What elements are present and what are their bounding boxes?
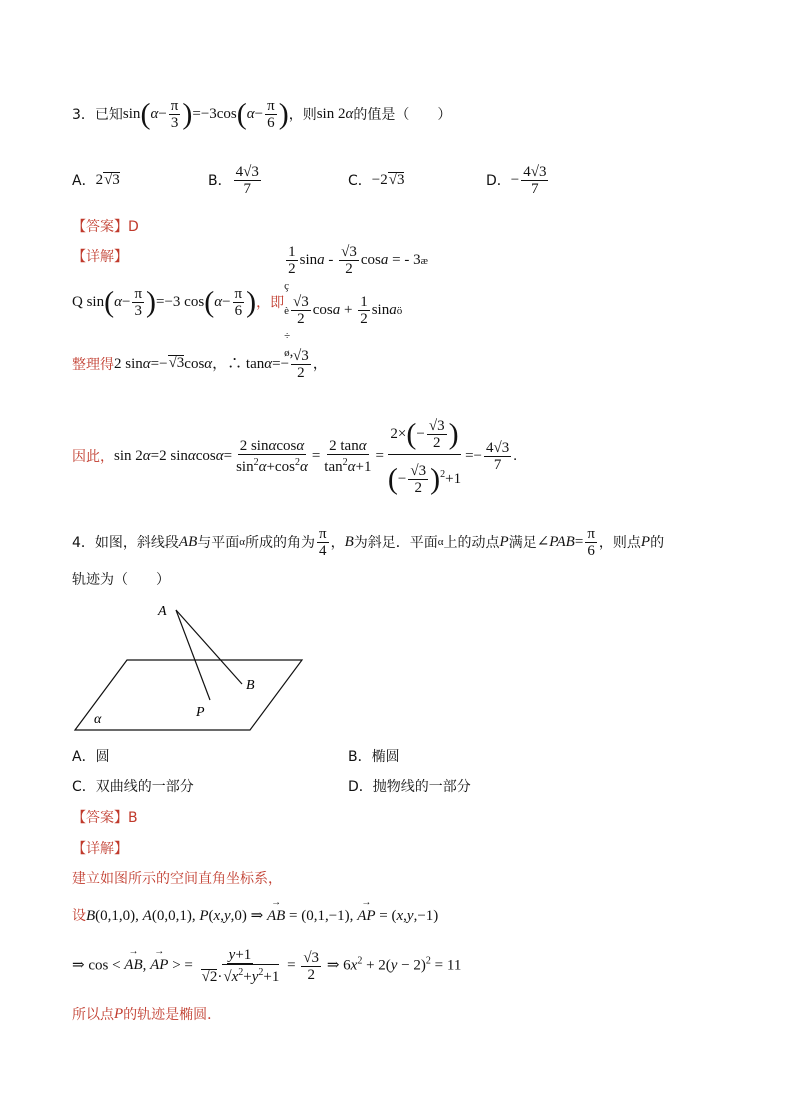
- q4-segment-ab: AB: [178, 533, 198, 550]
- q4-answer-line: [72, 807, 138, 827]
- q3-answer-value: D: [128, 219, 139, 235]
- q4-stem-i: 的: [650, 535, 665, 551]
- q4-option-d-label: D．: [348, 779, 373, 795]
- q4-sol4-b: 的轨迹是椭圆．: [123, 1007, 222, 1023]
- q4-point-p: P: [499, 533, 509, 550]
- q4-stem-c: 所成的角为: [245, 535, 316, 551]
- q3-option-c[interactable]: [348, 160, 404, 200]
- q3-stem: [72, 94, 451, 134]
- q4-option-c[interactable]: [72, 776, 194, 796]
- q3-option-d-label: D．: [486, 173, 511, 189]
- q3-step2: [72, 344, 328, 384]
- q3-target-expression: sin 2α: [316, 105, 354, 122]
- q4-stem-d: ，: [330, 535, 345, 551]
- q4-answer-tag: 【答案】: [72, 810, 128, 826]
- q4-point-p-2: P: [640, 533, 651, 550]
- q3-option-d[interactable]: [486, 160, 550, 200]
- q3-step3: [72, 408, 517, 504]
- q4-sol4-point-p: P: [114, 1005, 124, 1022]
- label-a: A: [158, 604, 167, 619]
- q3-step2-equation: 2 sinα=−√3cosα，∴ tanα=− $\frac{√3}{2}$ ，: [114, 347, 328, 381]
- q4-option-a[interactable]: [72, 746, 110, 766]
- q4-stem-e: 为斜足．平面: [353, 535, 438, 551]
- q4-solution-line1: 建立如图所示的空间直角坐标系，: [72, 871, 282, 887]
- q3-answer-line: [72, 216, 139, 236]
- q4-option-b-text: 椭圆: [371, 749, 400, 765]
- q4-option-d-text: 抛物线的一部分: [372, 779, 471, 795]
- q3-option-c-value: −2√3: [371, 171, 405, 188]
- q4-stem-line1: [72, 522, 664, 562]
- q4-stem-g: 满足: [508, 535, 537, 551]
- q4-stem-a: 如图，斜线段: [94, 535, 179, 551]
- q3-step1-connector: ，即: [256, 295, 285, 311]
- q4-stem-b: 与平面: [197, 535, 240, 551]
- q4-stem-f: 上的动点: [443, 535, 500, 551]
- q4-option-b[interactable]: [348, 746, 400, 766]
- q4-option-d[interactable]: [348, 776, 471, 796]
- q3-option-b-value: $\frac{4√3}{7}$: [235, 163, 259, 197]
- q4-plane-alpha: α: [239, 536, 246, 548]
- q3-option-a-label: A．: [72, 173, 96, 189]
- q3-option-c-label: C．: [348, 173, 372, 189]
- q4-option-c-label: C．: [72, 779, 96, 795]
- q3-option-a[interactable]: [72, 160, 120, 200]
- q4-solution-line2: [72, 902, 438, 928]
- q3-option-b-label: B．: [208, 173, 232, 189]
- q3-stem-prefix: 已知: [94, 107, 123, 123]
- q3-step1-given: Q sin(α− $\frac{\pi}{3}$ )=−3 cos(α− $\frac{\pi}{6}$ ): [72, 285, 257, 319]
- q4-condition: ∠PAB= $\frac{\pi}{6}$: [536, 525, 595, 559]
- q3-stem-end: 的值是（ ）: [353, 107, 452, 123]
- q3-step2-prefix: 整理得: [72, 357, 114, 373]
- q4-answer-value: B: [128, 810, 138, 826]
- q4-point-b: B: [344, 533, 354, 550]
- q3-stem-suffix: ，则: [288, 107, 317, 123]
- q4-number: 4．: [72, 535, 95, 551]
- q4-option-a-label: A．: [72, 749, 96, 765]
- label-alpha: α: [94, 712, 102, 727]
- q3-step1-expanded: $\frac{1}{2}$ sina - $\frac{√3}{2}$ cosa = - 3æ ç è $\frac{√3}{2}$ cosa + $\frac{1}{2}$ sinaö ÷ ø,: [284, 243, 428, 360]
- plane-alpha-parallelogram: [75, 660, 302, 730]
- label-p: P: [196, 705, 205, 720]
- q4-option-a-text: 圆: [95, 749, 110, 765]
- q3-step3-prefix: 因此，: [72, 449, 114, 465]
- q4-option-b-label: B．: [348, 749, 372, 765]
- q4-detail-tag: 【详解】: [72, 841, 128, 857]
- q4-stem-line2: 轨迹为（ ）: [72, 572, 170, 588]
- q4-figure: [70, 598, 310, 736]
- q4-sol2-prefix: 设: [72, 908, 86, 924]
- q4-option-c-text: 双曲线的一部分: [95, 779, 194, 795]
- q3-option-a-value: 2√3: [95, 171, 120, 188]
- q4-angle-value: $\frac{\pi}{4}$: [319, 525, 327, 559]
- q4-sol2-expression: B(0,1,0), A(0,0,1), P(x,y,0) ⇒ → AB = (0,1,−1), → AP = (x,y,−1): [86, 906, 438, 925]
- q4-stem-h: ，则点: [598, 535, 641, 551]
- q4-sol4-a: 所以点: [72, 1007, 114, 1023]
- q4-solution-line3: [72, 942, 461, 990]
- q3-option-b[interactable]: [208, 160, 263, 200]
- q4-solution-line4: [72, 1004, 221, 1024]
- q3-detail-tag: 【详解】: [72, 249, 128, 265]
- q3-step3-equation: sin 2α=2 sinαcosα= $\frac{2 \sin\alpha\cos\alpha}{\sin^2\alpha+\cos^2\alpha}$ = $\frac{2 \tan\alpha}{\tan^2\alpha+1}$ = 2×(− $\frac{√3}{2}$ ) (− $\frac{√3}{2}$ )$^2$+1 =− $\frac{4√3}{7}$ .: [114, 414, 517, 499]
- q3-condition-equation: sin(α− $\frac{\pi}{3}$ )=−3cos(α− $\frac{\pi}{6}$ ): [122, 97, 289, 131]
- segment-ab: [176, 610, 242, 684]
- q3-option-d-value: − $\frac{4√3}{7}$: [510, 163, 547, 197]
- q4-sol3-expression: ⇒ cos < → AB, → AP > = $\frac{y+1}{√2\cdot√x^2+y^2+1}$ = $\frac{√3}{2}$ ⇒ $6x^2 + 2(y - 2)^2 = 11$: [72, 947, 461, 985]
- q3-answer-tag: 【答案】: [72, 219, 128, 235]
- q4-plane-alpha-2: α: [437, 536, 444, 548]
- q3-number: 3．: [72, 107, 95, 123]
- segment-ap: [176, 610, 210, 700]
- label-b: B: [246, 678, 255, 693]
